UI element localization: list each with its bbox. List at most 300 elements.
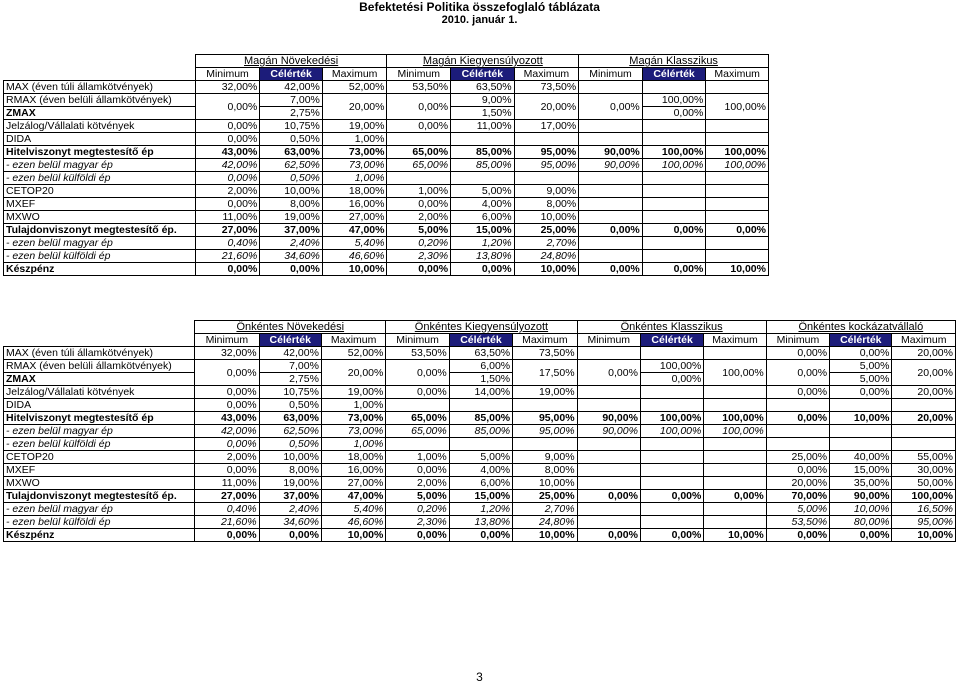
cell: [642, 133, 706, 146]
cell: 7,00%: [260, 94, 323, 107]
cell: 0,20%: [386, 503, 449, 516]
corner-cell: [4, 334, 195, 347]
row-label: - ezen belül magyar ép: [4, 425, 195, 438]
col-minimum: Minimum: [195, 334, 259, 347]
cell: 10,00%: [514, 263, 579, 276]
cell: 62,50%: [260, 159, 323, 172]
cell: 21,60%: [195, 250, 260, 263]
cell: 17,00%: [514, 120, 579, 133]
cell: 16,50%: [892, 503, 956, 516]
cell: 0,00%: [642, 107, 706, 120]
cell: 16,00%: [321, 464, 385, 477]
cell: 80,00%: [830, 516, 892, 529]
cell: [514, 172, 579, 185]
cell: 18,00%: [322, 185, 387, 198]
cell: 16,00%: [322, 198, 387, 211]
cell: 95,00%: [513, 412, 577, 425]
cell: 0,00%: [195, 263, 260, 276]
cell: 8,00%: [260, 198, 323, 211]
cell: 11,00%: [451, 120, 515, 133]
cell: [640, 464, 703, 477]
cell: 0,00%: [195, 198, 260, 211]
cell: 11,00%: [195, 477, 259, 490]
cell: [642, 185, 706, 198]
cell: 50,00%: [892, 477, 956, 490]
cell: 73,50%: [514, 81, 579, 94]
allocation-table-magan: [3, 54, 769, 276]
cell: 0,00%: [449, 529, 512, 542]
cell: 24,80%: [513, 516, 577, 529]
cell: 2,00%: [387, 211, 451, 224]
cell: [579, 198, 643, 211]
col-maximum: Maximum: [513, 334, 577, 347]
cell: [579, 237, 643, 250]
cell: 0,00%: [195, 133, 260, 146]
cell: 20,00%: [322, 94, 387, 120]
cell: 0,00%: [577, 529, 640, 542]
cell: 10,00%: [830, 503, 892, 516]
cell: 95,00%: [513, 425, 577, 438]
cell: 19,00%: [513, 386, 577, 399]
cell: 7,00%: [259, 360, 321, 373]
cell: 20,00%: [766, 477, 829, 490]
corner-cell: [4, 68, 196, 81]
col-celertek: Célérték: [830, 334, 892, 347]
cell: [704, 464, 766, 477]
cell: [577, 399, 640, 412]
row-label: DIDA: [4, 133, 196, 146]
cell: [451, 133, 515, 146]
cell: 5,00%: [830, 373, 892, 386]
cell: 100,00%: [642, 159, 706, 172]
col-maximum: Maximum: [514, 68, 579, 81]
row-label: Készpénz: [4, 263, 196, 276]
cell: 85,00%: [451, 146, 515, 159]
cell: [704, 477, 766, 490]
cell: 2,70%: [513, 503, 577, 516]
cell: 2,75%: [260, 107, 323, 120]
col-celertek: Célérték: [640, 334, 703, 347]
cell: [640, 451, 703, 464]
row-label: - ezen belül magyar ép: [4, 503, 195, 516]
cell: 10,00%: [513, 477, 577, 490]
cell: 11,00%: [195, 211, 260, 224]
cell: [642, 250, 706, 263]
cell: 2,40%: [260, 237, 323, 250]
cell: [706, 250, 769, 263]
row-label: Hitelviszonyt megtestesítő ép: [4, 146, 196, 159]
col-celertek: Célérték: [259, 334, 321, 347]
row-label: Készpénz: [4, 529, 195, 542]
cell: 90,00%: [577, 425, 640, 438]
cell: 70,00%: [766, 490, 829, 503]
cell: 73,50%: [513, 347, 577, 360]
cell: 10,00%: [830, 412, 892, 425]
cell: [704, 386, 766, 399]
col-minimum: Minimum: [577, 334, 640, 347]
cell: 53,50%: [386, 347, 449, 360]
cell: 63,50%: [449, 347, 512, 360]
cell: [706, 133, 769, 146]
cell: 2,40%: [259, 503, 321, 516]
cell: 10,00%: [706, 263, 769, 276]
document-title: Befektetési Politika összefoglaló táblázata: [359, 0, 600, 14]
cell: [449, 399, 512, 412]
cell: [706, 211, 769, 224]
cell: 0,00%: [830, 529, 892, 542]
cell: 73,00%: [322, 159, 387, 172]
cell: [706, 237, 769, 250]
cell: 13,80%: [449, 516, 512, 529]
cell: 1,50%: [451, 107, 515, 120]
cell: 18,00%: [321, 451, 385, 464]
cell: 0,00%: [195, 438, 259, 451]
group-header: Magán Klasszikus: [579, 55, 769, 68]
cell: 1,00%: [386, 451, 449, 464]
cell: 0,40%: [195, 237, 260, 250]
cell: 37,00%: [259, 490, 321, 503]
cell: 63,00%: [260, 146, 323, 159]
cell: 37,00%: [260, 224, 323, 237]
cell: 1,20%: [451, 237, 515, 250]
cell: 24,80%: [514, 250, 579, 263]
cell: [513, 399, 577, 412]
cell: 42,00%: [259, 347, 321, 360]
table-row: [4, 198, 769, 211]
cell: 0,00%: [640, 373, 703, 386]
cell: 0,00%: [766, 529, 829, 542]
cell: 0,00%: [579, 224, 643, 237]
cell: [577, 464, 640, 477]
cell: [830, 438, 892, 451]
cell: [579, 211, 643, 224]
col-celertek: Célérték: [260, 68, 323, 81]
cell: 47,00%: [322, 224, 387, 237]
cell: 0,00%: [577, 360, 640, 386]
cell: [706, 198, 769, 211]
row-label: RMAX (éven belüli államkötvények): [4, 94, 196, 107]
row-label: MAX (éven túli államkötvények): [4, 347, 195, 360]
cell: 0,00%: [640, 529, 703, 542]
cell: 1,00%: [387, 185, 451, 198]
cell: 8,00%: [514, 198, 579, 211]
row-label: MXEF: [4, 464, 195, 477]
cell: [577, 451, 640, 464]
row-label: Jelzálog/Vállalati kötvények: [4, 120, 196, 133]
cell: 6,00%: [449, 477, 512, 490]
subheader-row: [4, 68, 769, 81]
row-label: MXWO: [4, 211, 196, 224]
cell: 0,00%: [387, 94, 451, 120]
group-header: Magán Kiegyensúlyozott: [387, 55, 579, 68]
row-label: MAX (éven túli államkötvények): [4, 81, 196, 94]
row-label: Hitelviszonyt megtestesítő ép: [4, 412, 195, 425]
cell: 0,00%: [195, 399, 259, 412]
table-row: [4, 503, 956, 516]
cell: 5,40%: [322, 237, 387, 250]
row-label: - ezen belül külföldi ép: [4, 172, 196, 185]
cell: [704, 451, 766, 464]
row-label: DIDA: [4, 399, 195, 412]
cell: [579, 250, 643, 263]
table-row-rmax: [4, 94, 769, 107]
cell: 100,00%: [706, 146, 769, 159]
cell: 5,00%: [830, 360, 892, 373]
cell: 0,00%: [259, 529, 321, 542]
cell: 52,00%: [322, 81, 387, 94]
cell: 10,75%: [259, 386, 321, 399]
cell: 15,00%: [451, 224, 515, 237]
cell: 0,00%: [260, 263, 323, 276]
cell: [706, 120, 769, 133]
cell: [706, 185, 769, 198]
group-header: Önkéntes Klasszikus: [577, 321, 766, 334]
cell: 5,00%: [449, 451, 512, 464]
cell: 46,60%: [321, 516, 385, 529]
cell: 2,75%: [259, 373, 321, 386]
cell: 2,30%: [386, 516, 449, 529]
cell: [451, 172, 515, 185]
cell: [514, 133, 579, 146]
col-maximum: Maximum: [706, 68, 769, 81]
cell: 73,00%: [322, 146, 387, 159]
cell: 65,00%: [386, 412, 449, 425]
cell: 0,00%: [642, 263, 706, 276]
cell: 27,00%: [321, 477, 385, 490]
cell: 90,00%: [579, 146, 643, 159]
col-minimum: Minimum: [766, 334, 829, 347]
row-label: CETOP20: [4, 185, 196, 198]
cell: 4,00%: [451, 198, 515, 211]
cell: 73,00%: [321, 425, 385, 438]
cell: 15,00%: [830, 464, 892, 477]
cell: [579, 185, 643, 198]
table-row: [4, 516, 956, 529]
cell: 10,00%: [514, 211, 579, 224]
cell: 5,40%: [321, 503, 385, 516]
table-row: [4, 133, 769, 146]
cell: [579, 120, 643, 133]
cell: 25,00%: [514, 224, 579, 237]
row-label: Tulajdonviszonyt megtestesítő ép.: [4, 224, 196, 237]
cell: 8,00%: [259, 464, 321, 477]
cell: 0,00%: [195, 386, 259, 399]
col-minimum: Minimum: [195, 68, 260, 81]
table-row: [4, 81, 769, 94]
row-label: - ezen belül magyar ép: [4, 159, 196, 172]
cell: 85,00%: [451, 159, 515, 172]
cell: 85,00%: [449, 425, 512, 438]
cell: 17,50%: [513, 360, 577, 386]
group-header: Önkéntes Növekedési: [195, 321, 386, 334]
cell: 10,00%: [322, 263, 387, 276]
cell: 0,00%: [642, 224, 706, 237]
cell: 10,00%: [513, 529, 577, 542]
col-celertek: Célérték: [451, 68, 515, 81]
cell: 43,00%: [195, 146, 260, 159]
cell: [577, 347, 640, 360]
cell: 53,50%: [387, 81, 451, 94]
table-row: [4, 451, 956, 464]
cell: 25,00%: [513, 490, 577, 503]
row-label: MXWO: [4, 477, 195, 490]
cell: 19,00%: [321, 386, 385, 399]
cell: 0,50%: [260, 133, 323, 146]
cell: 9,00%: [513, 451, 577, 464]
row-label: ZMAX: [4, 373, 195, 386]
page-number: 3: [476, 670, 483, 684]
cell: 10,00%: [259, 451, 321, 464]
corner-cell: [4, 321, 195, 334]
row-label: CETOP20: [4, 451, 195, 464]
cell: 5,00%: [387, 224, 451, 237]
row-label: MXEF: [4, 198, 196, 211]
cell: [640, 503, 703, 516]
cell: 0,00%: [704, 490, 766, 503]
cell: [766, 399, 829, 412]
cell: [642, 237, 706, 250]
cell: 0,00%: [706, 224, 769, 237]
table-row: [4, 347, 956, 360]
table-row: [4, 146, 769, 159]
row-label: - ezen belül magyar ép: [4, 237, 196, 250]
cell: 20,00%: [892, 347, 956, 360]
cell: 2,00%: [386, 477, 449, 490]
cell: 1,50%: [449, 373, 512, 386]
table-row: [4, 120, 769, 133]
cell: 2,70%: [514, 237, 579, 250]
row-label: - ezen belül külföldi ép: [4, 438, 195, 451]
cell: 0,00%: [830, 347, 892, 360]
cell: 15,00%: [449, 490, 512, 503]
table-row: [4, 386, 956, 399]
col-maximum: Maximum: [704, 334, 766, 347]
cell: [387, 133, 451, 146]
table-row: [4, 477, 956, 490]
table-row: [4, 438, 956, 451]
cell: [577, 438, 640, 451]
col-minimum: Minimum: [579, 68, 643, 81]
cell: [766, 425, 829, 438]
cell: 0,00%: [195, 172, 260, 185]
cell: [706, 172, 769, 185]
cell: 65,00%: [387, 146, 451, 159]
cell: 2,30%: [387, 250, 451, 263]
group-header-row: [4, 55, 769, 68]
group-header: Magán Növekedési: [195, 55, 387, 68]
col-minimum: Minimum: [386, 334, 449, 347]
cell: [640, 399, 703, 412]
cell: 100,00%: [704, 425, 766, 438]
table-row-rmax: [4, 360, 956, 373]
cell: 47,00%: [321, 490, 385, 503]
cell: 20,00%: [892, 412, 956, 425]
table-row: [4, 490, 956, 503]
cell: 20,00%: [321, 360, 385, 386]
cell: 95,00%: [892, 516, 956, 529]
cell: 100,00%: [642, 94, 706, 107]
cell: [579, 172, 643, 185]
cell: 52,00%: [321, 347, 385, 360]
cell: 100,00%: [704, 412, 766, 425]
cell: 0,20%: [387, 237, 451, 250]
corner-cell: [4, 55, 196, 68]
cell: 6,00%: [451, 211, 515, 224]
cell: 55,00%: [892, 451, 956, 464]
row-label: - ezen belül külföldi ép: [4, 516, 195, 529]
cell: 4,00%: [449, 464, 512, 477]
cell: 0,00%: [386, 360, 449, 386]
cell: [892, 438, 956, 451]
cell: 25,00%: [766, 451, 829, 464]
cell: 1,00%: [322, 133, 387, 146]
cell: 19,00%: [322, 120, 387, 133]
cell: 0,00%: [387, 263, 451, 276]
table-row: [4, 237, 769, 250]
cell: 53,50%: [766, 516, 829, 529]
cell: [830, 425, 892, 438]
cell: 10,00%: [704, 529, 766, 542]
cell: 9,00%: [514, 185, 579, 198]
cell: 90,00%: [830, 490, 892, 503]
cell: [640, 347, 703, 360]
cell: 62,50%: [259, 425, 321, 438]
cell: 40,00%: [830, 451, 892, 464]
cell: [704, 503, 766, 516]
table-row: [4, 399, 956, 412]
cell: [704, 399, 766, 412]
cell: [892, 399, 956, 412]
cell: 10,00%: [321, 529, 385, 542]
cell: 1,00%: [321, 438, 385, 451]
cell: 100,00%: [640, 412, 703, 425]
cell: 100,00%: [640, 360, 703, 373]
cell: 95,00%: [514, 159, 579, 172]
table-row: [4, 263, 769, 276]
cell: 0,00%: [386, 386, 449, 399]
cell: [892, 425, 956, 438]
cell: [577, 386, 640, 399]
group-header: Önkéntes Kiegyensúlyozott: [386, 321, 577, 334]
cell: 0,00%: [766, 412, 829, 425]
cell: [704, 347, 766, 360]
cell: [642, 120, 706, 133]
col-maximum: Maximum: [892, 334, 956, 347]
cell: [577, 477, 640, 490]
cell: 10,00%: [892, 529, 956, 542]
cell: 30,00%: [892, 464, 956, 477]
cell: [642, 81, 706, 94]
cell: 10,75%: [260, 120, 323, 133]
cell: [642, 198, 706, 211]
cell: 73,00%: [321, 412, 385, 425]
cell: 5,00%: [451, 185, 515, 198]
cell: 100,00%: [642, 146, 706, 159]
cell: 34,60%: [260, 250, 323, 263]
cell: 0,40%: [195, 503, 259, 516]
document-date: 2010. január 1.: [441, 14, 518, 26]
cell: 0,00%: [640, 490, 703, 503]
row-label: - ezen belül külföldi ép: [4, 250, 196, 263]
cell: [640, 386, 703, 399]
cell: 0,00%: [577, 490, 640, 503]
col-maximum: Maximum: [322, 68, 387, 81]
cell: [642, 211, 706, 224]
col-maximum: Maximum: [321, 334, 385, 347]
cell: 20,00%: [892, 360, 956, 386]
cell: [513, 438, 577, 451]
cell: 65,00%: [386, 425, 449, 438]
